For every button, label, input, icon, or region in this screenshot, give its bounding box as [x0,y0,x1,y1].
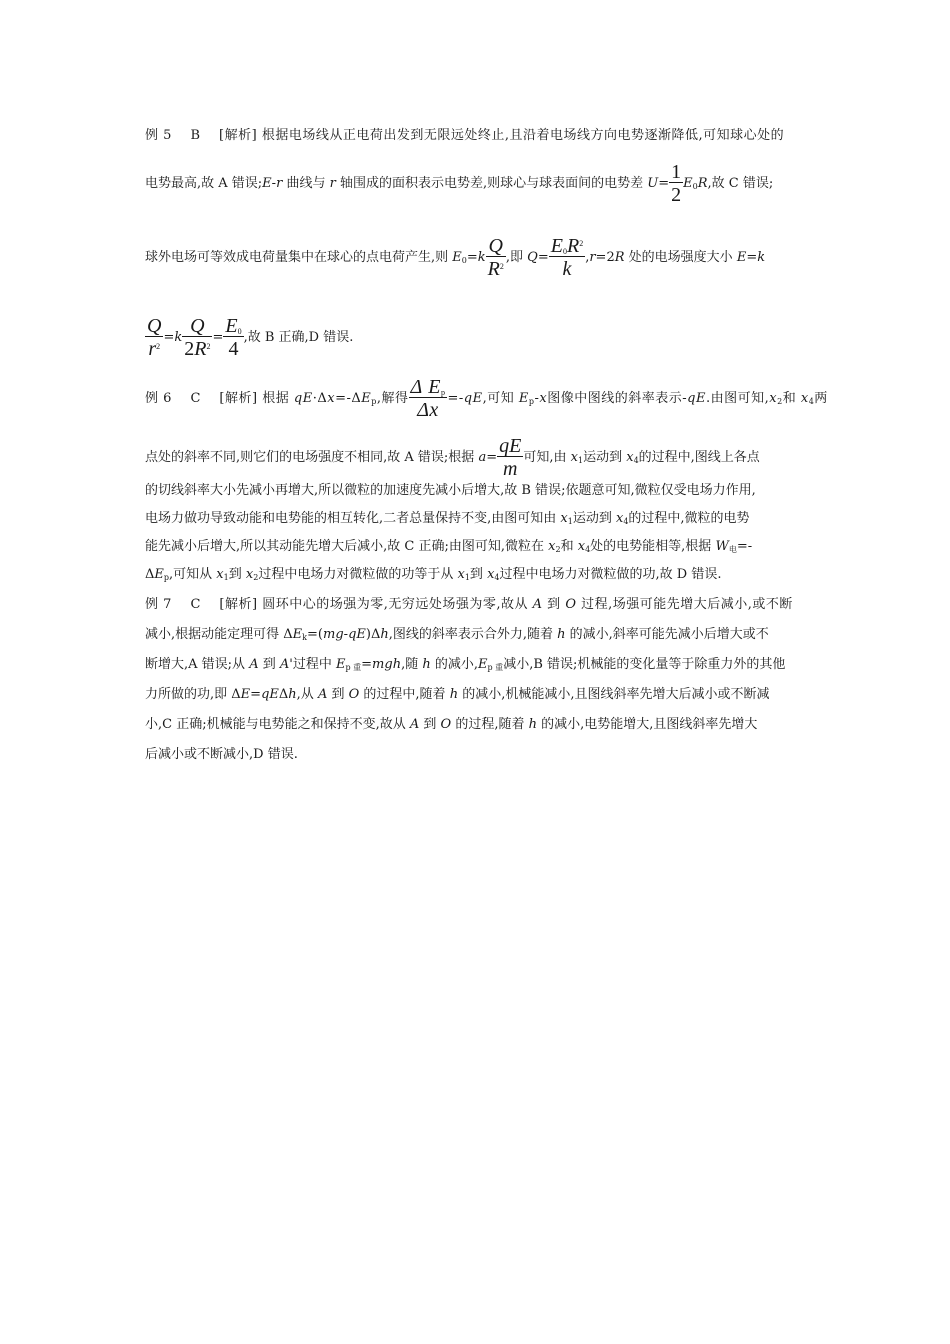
example-7-line-4: 力所做的功,即 ΔE=qEΔh,从 A 到 O 的过程中,随着 h 的减小,机械能减小,且图线斜率先增大后减小或不断减 [145,687,770,702]
example-7-line-1: 例 7 C [解析] 圆环中心的场强为零,无穷远处场强为零,故从 A 到 O 过程,场强可能先增大后减小,或不断 [145,597,793,612]
example-6-line-5: 能先减小后增大,所以其动能先增大后减小,故 C 正确;由图可知,微粒在 $x_2$和 $x_4$处的电势能相等,根据 $W_电=-$ [145,539,753,554]
fraction: $\frac{E_0R^2}{k}$ [550,235,584,280]
example-6-line-2: 点处的斜率不同,则它们的电场强度不相同,故 A 错误;根据 a= $\frac{qE}{m}$ 可知,由 $x_1$运动到 $x_4$的过程中,图线上各点 [145,435,760,480]
fraction: $\frac{Q}{R^2}$ [487,235,504,280]
fraction: $\frac{\Delta E_p}{\Delta x}$ [410,376,446,421]
example-5-line-4: $\frac{Q}{r^2}$ =k $\frac{Q}{2R^2}$ = $\frac{E_0}{4}$ ,故 B 正确,D 错误. [147,315,354,360]
example-5-line-3: 球外电场可等效成电荷量集中在球心的点电荷产生,则 $E_0=k$ $\frac{Q}{R^2}$ ,即 Q= $\frac{E_0R^2}{k}$ ,r=2R 处的电场强度大小 E=k [145,235,766,280]
fraction: $\frac{qE}{m}$ [499,435,522,480]
analysis-tag: [解析] [219,128,258,143]
example-7-line-6: 后减小或不断减小,D 错误. [145,747,298,762]
example-label: 例 5 [145,128,172,143]
example-6-line-3: 的切线斜率大小先减小再增大,所以微粒的加速度先减小后增大,故 B 错误;依题意可知,微粒仅受电场力作用, [145,483,756,498]
example-label: 例 7 [145,597,172,612]
example-5-line-1: 例 5 B [解析] 根据电场线从正电荷出发到无限远处终止,且沿着电场线方向电势逐渐降低,可知球心处的 [145,128,785,143]
analysis-tag: [解析] [219,391,258,406]
example-6-line-6: $\Delta E_p$,可知从 $x_1$到 $x_2$过程中电场力对微粒做的功等于从 $x_1$到 $x_4$过程中电场力对微粒做的功,故 D 错误. [145,567,722,582]
example-answer: B [190,128,201,143]
fraction: $\frac{Q}{r^2}$ [147,315,162,360]
analysis-tag: [解析] [219,597,258,612]
fraction: $\frac{1}{2}$ [671,161,682,206]
fraction: $\frac{Q}{2R^2}$ [184,315,211,360]
example-5-line-2: 电势最高,故 A 错误;E-r 曲线与 r 轴围成的面积表示电势差,则球心与球表面间的电势差 U= $\frac{1}{2}$ $E_0R$,故 C 错误; [145,161,774,206]
example-7-line-2: 减小,根据动能定理可得 $\Delta E_k=(mg-qE)\Delta h$,图线的斜率表示合外力,随着 h 的减小,斜率可能先减小后增大或不 [145,627,769,642]
example-6-line-1: 例 6 C [解析] 根据 $qE\cdot\Delta x=-\Delta E_p$,解得 $\frac{\Delta E_p}{\Delta x}$ =-qE,可知 $E_p-x$图像中图线的斜率表示-qE.由图可知$,x_2$和 $x_4$两 [145,376,828,421]
example-answer: C [190,391,201,406]
example-7-line-3: 断增大,A 错误;从 A 到 A'过程中 $E_{p 重}=mgh$,随 h 的减小$,E_{p 重}$减小,B 错误;机械能的变化量等于除重力外的其他 [145,657,786,672]
example-label: 例 6 [145,391,172,406]
example-7-line-5: 小,C 正确;机械能与电势能之和保持不变,故从 A 到 O 的过程,随着 h 的减小,电势能增大,且图线斜率先增大 [145,717,758,732]
fraction: $\frac{E_0}{4}$ [225,315,242,360]
example-6-line-4: 电场力做功导致动能和电势能的相互转化,二者总量保持不变,由图可知由 $x_1$运动到 $x_4$的过程中,微粒的电势 [145,511,750,526]
example-answer: C [190,597,201,612]
